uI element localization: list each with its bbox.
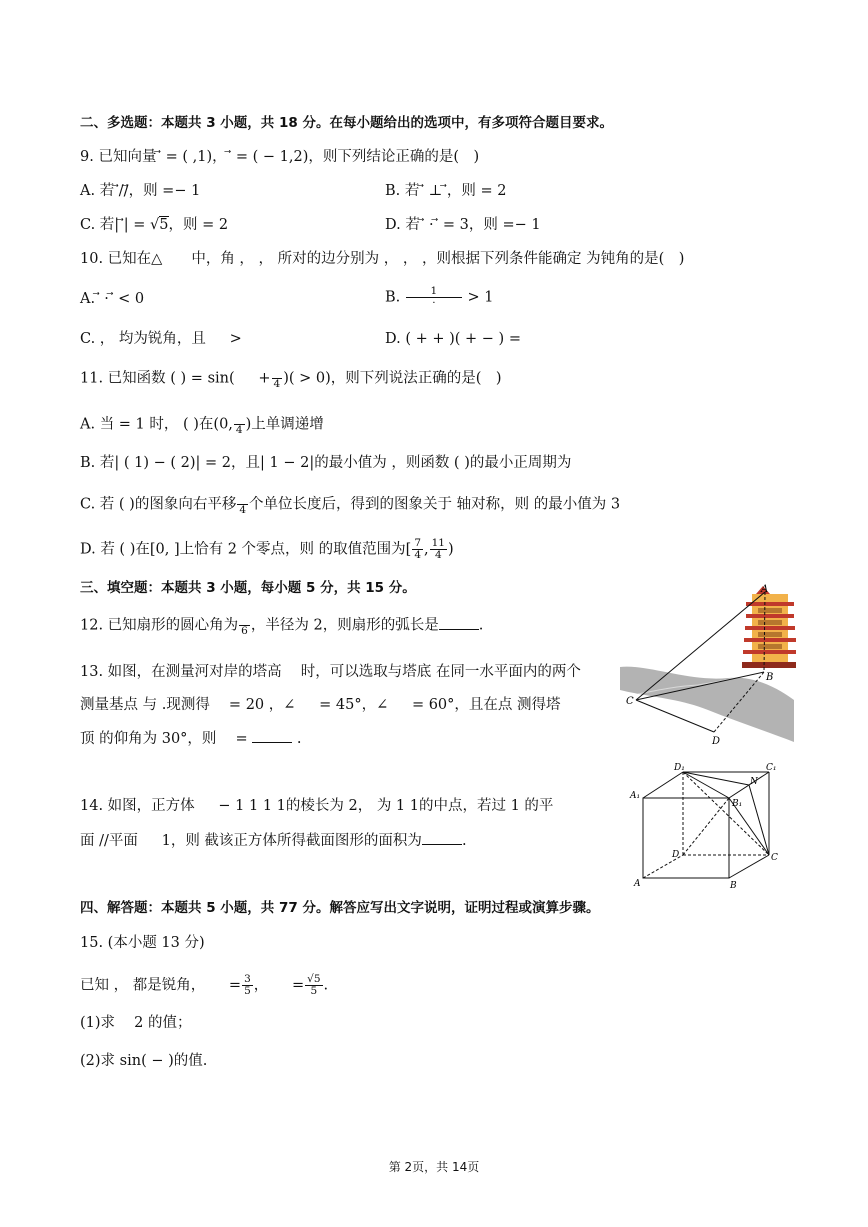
pagoda-icon	[742, 586, 796, 668]
q10-stem: 10. 已知在△ 中，角 ， ， 所对的边分别为 ， ， ，则根据下列条件能确定 为钝角的是( )	[80, 251, 685, 267]
q15-part2: (2)求 sin( − )的值.	[80, 1053, 208, 1069]
q14-answer-blank[interactable]	[422, 830, 462, 845]
q11-option-d: D. 若 ( )在[0, ]上恰有 2 个零点，则 的取值范围为[ $\frac{7}{4}$ , $\frac{11}{4}$ )	[80, 537, 454, 561]
cube-figure	[628, 760, 788, 890]
fig14-label-d: D	[672, 850, 680, 860]
q13-answer-blank[interactable]	[252, 728, 292, 743]
fig13-label-d: D	[712, 736, 721, 747]
q9-option-a: A. 若 ⃗//⃗，则 =− 1	[80, 183, 201, 199]
q10-option-d: D. ( + + )( + − ) =	[385, 331, 521, 347]
q14-line2: 面 //平面 1，则 截该正方体所得截面图形的面积为 .	[80, 830, 467, 851]
pagoda-river-figure	[618, 582, 796, 752]
q9-option-b: B. 若 ⃗ ⊥ ⃗，则 = 2	[385, 183, 507, 199]
fig14-label-b1: B₁	[732, 799, 743, 809]
q12-answer-blank[interactable]	[439, 615, 479, 630]
fig14-label-c1: C₁	[766, 763, 777, 773]
q10-option-a: A. ⃗ · ⃗ < 0	[80, 291, 145, 307]
q11-stem: 11. 已知函数 ( ) = sin( + 4 )( > 0)，则下列说法正确的是( )	[80, 367, 502, 390]
fig14-label-d1: D₁	[674, 763, 685, 773]
page-footer: 第 2页，共 14页	[388, 1160, 480, 1174]
fig13-label-b: B	[766, 672, 774, 683]
section-heading-free-response: 四、解答题：本题共 5 小题，共 77 分。解答应写出文字说明，证明过程或演算步骤。	[80, 900, 600, 916]
fig14-label-c: C	[771, 853, 778, 863]
q15-title: 15. (本小题 13 分)	[80, 935, 205, 951]
fig14-label-n: N	[750, 777, 758, 787]
section-heading-multi-choice: 二、多选题：本题共 3 小题，共 18 分。在每小题给出的选项中，有多项符合题目要求。	[80, 115, 613, 131]
q11-option-a: A. 当 = 1 时， ( )在(0, 4 )上单调递增	[80, 413, 324, 436]
q15-part1: (1)求 2 的值；	[80, 1015, 192, 1031]
q12-text: 12. 已知扇形的圆心角为 6 ，半径为 2，则扇形的弧长是 .	[80, 614, 483, 637]
fig14-label-a: A	[634, 879, 641, 889]
q9-option-d: D. 若 ⃗ · ⃗ = 3，则 =− 1	[385, 217, 541, 233]
q13-line2: 测量基点 与 .现测得 = 20 ，∠ = 45°，∠ = 60°，且在点 测得塔	[80, 697, 561, 713]
fig14-label-b: B	[730, 881, 737, 890]
q9-option-c: C. 若| ⃗| = √5，则 = 2	[80, 217, 229, 233]
q10-option-c: C. ， 均为锐角，且 >	[80, 331, 242, 347]
q11-option-c: C. 若 ( )的图象向右平移 4 个单位长度后，得到的图象关于 轴对称，则 的最小值为 3	[80, 493, 620, 516]
q14-line1: 14. 如图，正方体 − 1 1 1 1的棱长为 2， 为 1 1的中点，若过 1 的平	[80, 798, 554, 814]
section-heading-fill-blank: 三、填空题：本题共 3 小题，每小题 5 分，共 15 分。	[80, 580, 416, 596]
q13-line1: 13. 如图，在测量河对岸的塔高 时，可以选取与塔底 在同一水平面内的两个	[80, 664, 581, 680]
q13-line3: 顶 的仰角为 30°，则 = .	[80, 728, 302, 749]
q15-given: 已知 ， 都是锐角， = $\frac{3}{5}$ ， = $\frac{√5}{5}$ .	[80, 973, 329, 997]
q10-option-b: B. $\frac{1}{\cdot}$ > 1	[385, 285, 494, 309]
q9-stem: 9. 已知向量 ⃗ = ( ,1)， ⃗ = ( − 1,2)，则下列结论正确的是( )	[80, 149, 480, 165]
fig13-label-a: A	[761, 584, 769, 595]
q11-option-b: B. 若| ( 1) − ( 2)| = 2，且| 1 − 2|的最小值为 ，则函数 ( )的最小正周期为	[80, 455, 572, 471]
fig13-label-c: C	[626, 696, 634, 707]
fig14-label-a1: A₁	[630, 791, 641, 801]
